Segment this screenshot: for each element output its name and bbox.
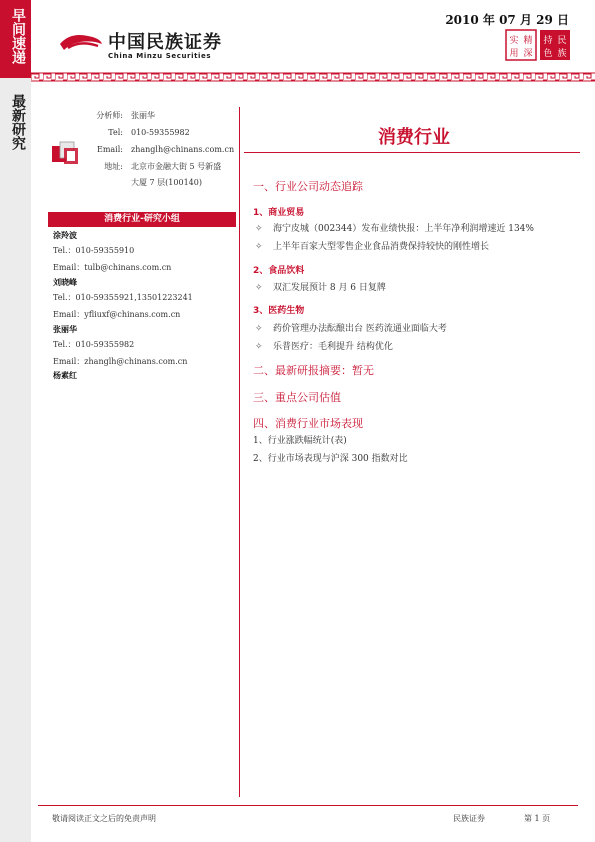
address-line-1: 北京市金融大街 5 号新盛 bbox=[131, 162, 222, 171]
list-item: 2、行业市场表现与沪深 300 指数对比 bbox=[253, 454, 408, 464]
email-value: zhanglh@chinans.com.cn bbox=[131, 145, 235, 154]
member-tel: Tel.：010-59355982 bbox=[53, 340, 135, 349]
address-line-2: 大厦 7 层(100140) bbox=[131, 178, 202, 187]
report-date: 2010 年 07 月 29 日 bbox=[445, 13, 569, 27]
seal-stamp-left bbox=[505, 29, 537, 61]
footer-disclaimer: 敬请阅读正文之后的免责声明 bbox=[52, 814, 156, 823]
list-item-text: 海宁皮城（002344）发布业绩快报：上半年净利润增速近 134% bbox=[273, 224, 534, 234]
section-heading: 二、最新研报摘要：暂无 bbox=[253, 364, 374, 377]
seal-right-char-3: 色 bbox=[543, 49, 553, 59]
tel-label: Tel: bbox=[108, 128, 123, 137]
seal-left-char-2: 精 bbox=[523, 36, 533, 46]
list-item-text: 上半年百家大型零售企业食品消费保持较快的刚性增长 bbox=[273, 242, 490, 252]
list-item bbox=[255, 221, 534, 234]
title-rule bbox=[244, 152, 580, 153]
member-email: Email：tulb@chinans.com.cn bbox=[53, 263, 172, 272]
analyst-label: 分析师: bbox=[96, 111, 123, 120]
bullet-icon: ✧ bbox=[255, 283, 263, 293]
seal-left-char-3: 用 bbox=[509, 49, 519, 59]
logo-chinese-name: 中国民族证券 bbox=[108, 32, 222, 53]
subsection-heading: 3、医药生物 bbox=[253, 306, 305, 316]
member-name: 杨素红 bbox=[53, 371, 77, 380]
subsection-heading: 2、食品饮料 bbox=[253, 266, 305, 276]
subsection-heading: 1、商业贸易 bbox=[253, 208, 305, 218]
analyst-name: 张丽华 bbox=[131, 111, 155, 120]
footer-company: 民族证券 bbox=[453, 814, 485, 823]
decorative-border-band bbox=[31, 72, 595, 82]
member-tel: Tel.：010-59355921,13501223241 bbox=[53, 293, 193, 302]
bullet-icon: ✧ bbox=[255, 342, 263, 352]
seal-right-char-4: 族 bbox=[557, 49, 567, 59]
footer-page-number: 第 1 页 bbox=[524, 814, 551, 823]
list-item bbox=[255, 339, 393, 352]
member-name: 涂羚波 bbox=[53, 231, 77, 240]
logo-english-name: China Minzu Securities bbox=[108, 52, 212, 60]
address-label: 地址: bbox=[104, 162, 123, 171]
member-name: 张丽华 bbox=[53, 325, 77, 334]
list-item bbox=[255, 321, 447, 334]
sidebar-label-latest-research: 最新研究 bbox=[10, 94, 26, 150]
column-divider bbox=[239, 107, 240, 797]
seal-right-char-1: 持 bbox=[543, 36, 553, 46]
seal-left-char-1: 实 bbox=[509, 36, 519, 46]
bullet-icon: ✧ bbox=[255, 242, 263, 252]
list-item bbox=[255, 280, 386, 293]
page-title: 消费行业 bbox=[378, 127, 450, 148]
list-item: 1、行业涨跌幅统计(表) bbox=[253, 436, 347, 446]
section-heading: 四、消费行业市场表现 bbox=[253, 417, 363, 430]
sidebar-label-morning-express: 早间速递 bbox=[10, 8, 26, 64]
section-heading: 一、行业公司动态追踪 bbox=[253, 180, 363, 193]
list-item-text: 双汇发展预计 8 月 6 日复牌 bbox=[273, 283, 386, 293]
seal-stamp-right bbox=[539, 29, 571, 61]
left-sidebar bbox=[0, 0, 31, 842]
company-logo-icon bbox=[58, 30, 104, 52]
email-label: Email: bbox=[96, 145, 123, 154]
research-group-title: 消费行业-研究小组 bbox=[48, 212, 236, 227]
bullet-icon: ✧ bbox=[255, 324, 263, 334]
member-tel: Tel.：010-59355910 bbox=[53, 246, 135, 255]
member-email: Email：zhanglh@chinans.com.cn bbox=[53, 357, 188, 366]
seal-left-char-4: 深 bbox=[523, 49, 533, 59]
section-heading: 三、重点公司估值 bbox=[253, 391, 341, 404]
seal-right-char-2: 民 bbox=[557, 36, 567, 46]
list-item-text: 药价管理办法酝酿出台 医药流通业面临大考 bbox=[273, 324, 447, 334]
bullet-icon: ✧ bbox=[255, 224, 263, 234]
list-item-text: 乐普医疗：毛利提升 结构优化 bbox=[273, 342, 393, 352]
list-item bbox=[255, 239, 489, 252]
member-name: 刘晓峰 bbox=[53, 278, 77, 287]
footer-rule bbox=[38, 805, 578, 806]
tel-value: 010-59355982 bbox=[131, 128, 190, 137]
member-email: Email：yfliuxf@chinans.com.cn bbox=[53, 310, 181, 319]
